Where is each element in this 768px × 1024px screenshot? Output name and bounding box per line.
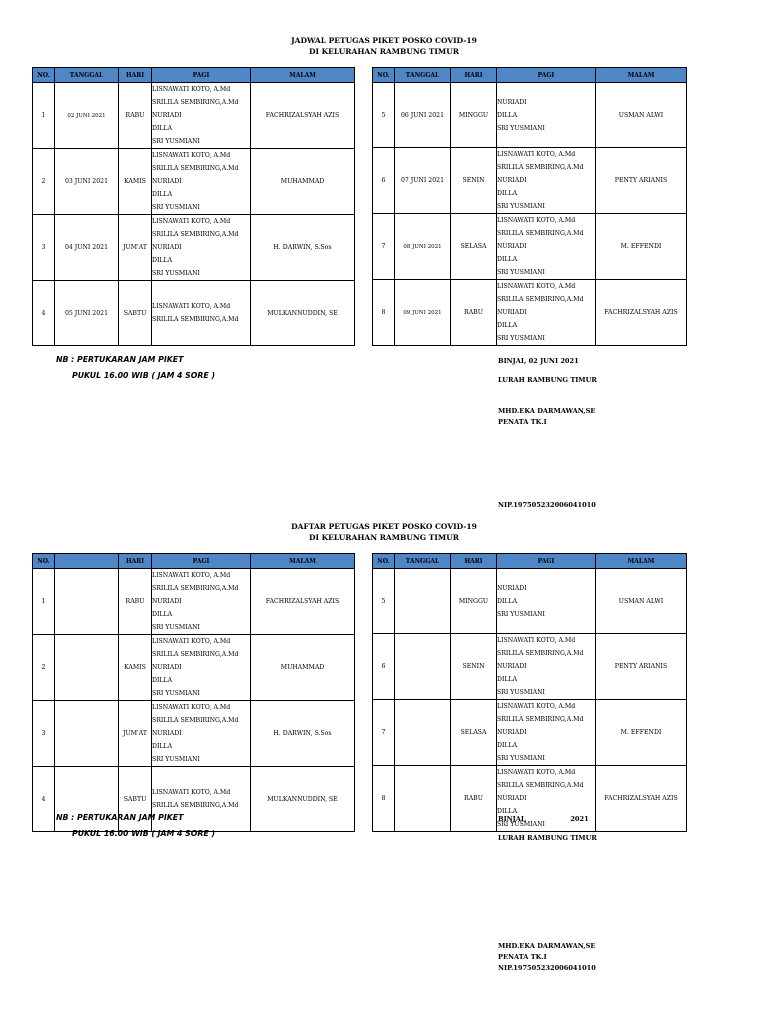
col-hari: HARI [119, 554, 152, 569]
pagi-officer: NURIADI [152, 244, 182, 251]
col-no: NO. [33, 554, 55, 569]
row-no: 7 [373, 700, 395, 766]
pagi-officer: SRI YUSMIANI [152, 690, 200, 697]
table-row [373, 700, 687, 766]
official-rank: PENATA TK.I [498, 953, 547, 961]
row-pagi [497, 83, 596, 148]
row-pagi [497, 280, 596, 346]
row-hari: RABU [119, 569, 152, 635]
row-no: 5 [373, 83, 395, 148]
col-hari: HARI [119, 68, 152, 83]
pagi-officer: SRI YUSMIANI [152, 204, 200, 211]
row-no: 4 [33, 281, 55, 346]
col-tanggal: TANGGAL [395, 554, 451, 569]
list-title: DAFTAR PETUGAS PIKET POSKO COVID-19 [291, 522, 477, 531]
row-pagi [152, 215, 251, 281]
col-hari: HARI [451, 554, 497, 569]
row-pagi [497, 148, 596, 214]
row-pagi [152, 83, 251, 149]
row-no: 2 [33, 149, 55, 215]
row-no: 1 [33, 83, 55, 149]
pagi-officer: DILLA [152, 611, 173, 618]
row-tanggal: 06 JUNI 2021 [395, 83, 451, 148]
pagi-officer: SRILILA SEMBIRING,A.Md [497, 296, 584, 303]
row-malam: FACHRIZALSYAH AZIS [251, 569, 355, 635]
col-malam: MALAM [251, 554, 355, 569]
pagi-officer: SRILILA SEMBIRING,A.Md [497, 164, 584, 171]
table-row [373, 569, 687, 634]
table-row [33, 281, 355, 346]
row-pagi [152, 569, 251, 635]
pagi-officer: LISNAWATI KOTO, A.Md [497, 283, 576, 290]
row-malam: M. EFFENDI [596, 214, 687, 280]
pagi-officer: DILLA [497, 597, 518, 605]
schedule-title: JADWAL PETUGAS PIKET POSKO COVID-19 [291, 36, 477, 45]
row-tanggal [55, 701, 119, 767]
row-malam: MULKANNUDDIN, SE [251, 281, 355, 346]
row-tanggal: 03 JUNI 2021 [55, 149, 119, 215]
row-hari: JUM'AT [119, 215, 152, 281]
row-malam: USMAN ALWI [596, 83, 687, 148]
pagi-officer: NURIADI [497, 795, 527, 802]
col-malam: MALAM [596, 68, 687, 83]
row-no: 3 [33, 701, 55, 767]
pagi-officer: NURIADI [152, 664, 182, 671]
note-line-1: NB : PERTUKARAN JAM PIKET [56, 355, 184, 364]
pagi-officer: SRI YUSMIANI [497, 821, 545, 828]
pagi-officer: SRI YUSMIANI [497, 755, 545, 762]
list-subtitle: DI KELURAHAN RAMBUNG TIMUR [309, 533, 459, 542]
row-tanggal [395, 700, 451, 766]
note-line-2: PUKUL 16.00 WIB ( JAM 4 SORE ) [72, 371, 216, 380]
pagi-officer: SRI YUSMIANI [152, 756, 200, 763]
row-tanggal [55, 569, 119, 635]
row-no: 6 [373, 148, 395, 214]
row-hari: JUM'AT [119, 701, 152, 767]
table-row [373, 214, 687, 280]
pagi-officer: NURIADI [152, 598, 182, 605]
row-malam: FACHRIZALSYAH AZIS [251, 83, 355, 149]
pagi-officer: LISNAWATI KOTO, A.Md [152, 152, 231, 159]
pagi-officer: SRILILA SEMBIRING,A.Md [497, 650, 584, 657]
note-line-1: NB : PERTUKARAN JAM PIKET [56, 813, 184, 822]
table-row [33, 215, 355, 281]
pagi-officer: DILLA [152, 125, 173, 132]
col-tanggal: TANGGAL [395, 68, 451, 83]
row-pagi [497, 634, 596, 700]
official-rank: PENATA TK.I [498, 418, 547, 426]
note-line-2: PUKUL 16.00 WIB ( JAM 4 SORE ) [72, 829, 216, 838]
schedule-table-left [32, 67, 355, 346]
pagi-officer: NURIADI [497, 177, 527, 184]
row-no: 6 [373, 634, 395, 700]
pagi-officer: SRI YUSMIANI [497, 203, 545, 210]
row-pagi [152, 701, 251, 767]
pagi-officer: LISNAWATI KOTO, A.Md [152, 638, 231, 645]
pagi-officer: NURIADI [152, 730, 182, 737]
table-row [33, 149, 355, 215]
pagi-officer: NURIADI [497, 98, 527, 106]
col-pagi: PAGI [152, 68, 251, 83]
pagi-officer: DILLA [497, 256, 518, 263]
row-tanggal: 02 JUNI 2021 [55, 83, 119, 149]
row-tanggal [55, 635, 119, 701]
row-malam: H. DARWIN, S.Sos [251, 701, 355, 767]
row-pagi [152, 281, 251, 346]
pagi-officer: SRI YUSMIANI [497, 689, 545, 696]
col-no: NO. [373, 68, 395, 83]
schedule-table-right [372, 67, 687, 346]
row-hari: KAMIS [119, 635, 152, 701]
row-no: 2 [33, 635, 55, 701]
lurah-title: LURAH RAMBUNG TIMUR [498, 834, 597, 842]
row-hari: MINGGU [451, 569, 497, 634]
pagi-officer: LISNAWATI KOTO, A.Md [152, 704, 231, 711]
row-malam: MUHAMMAD [251, 635, 355, 701]
row-malam: PENTY ARIANIS [596, 148, 687, 214]
pagi-officer: SRILILA SEMBIRING,A.Md [152, 585, 239, 592]
pagi-officer: LISNAWATI KOTO, A.Md [152, 572, 231, 579]
place-date: BINJAI, 02 JUNI 2021 [498, 357, 579, 365]
row-hari: SELASA [451, 214, 497, 280]
row-tanggal: 07 JUNI 2021 [395, 148, 451, 214]
table-row [373, 280, 687, 346]
row-hari: RABU [119, 83, 152, 149]
pagi-officer: NURIADI [497, 729, 527, 736]
pagi-officer: DILLA [497, 676, 518, 683]
table-row [33, 701, 355, 767]
row-tanggal [395, 766, 451, 832]
pagi-officer: DILLA [497, 742, 518, 749]
pagi-officer: SRILILA SEMBIRING,A.Md [152, 165, 239, 172]
row-tanggal: 04 JUNI 2021 [55, 215, 119, 281]
pagi-officer: LISNAWATI KOTO, A.Md [497, 769, 576, 776]
table-row [373, 83, 687, 148]
row-tanggal: 08 JUNI 2021 [395, 214, 451, 280]
pagi-officer: SRILILA SEMBIRING,A.Md [497, 782, 584, 789]
row-pagi [497, 700, 596, 766]
pagi-officer: SRI YUSMIANI [497, 124, 545, 132]
pagi-officer: NURIADI [497, 309, 527, 316]
pagi-officer: LISNAWATI KOTO, A.Md [497, 703, 576, 710]
col-tanggal-empty [55, 554, 119, 569]
pagi-officer: NURIADI [152, 178, 182, 185]
row-no: 4 [33, 767, 55, 832]
pagi-officer: SRI YUSMIANI [497, 269, 545, 276]
row-malam: USMAN ALWI [596, 569, 687, 634]
official-nip: NIP.197505232006041010 [498, 501, 596, 509]
lurah-title: LURAH RAMBUNG TIMUR [498, 376, 597, 384]
pagi-officer: NURIADI [497, 243, 527, 250]
row-pagi [152, 149, 251, 215]
pagi-officer: NURIADI [152, 112, 182, 119]
pagi-officer: LISNAWATI KOTO, A.Md [152, 303, 231, 310]
list-table-left [32, 553, 355, 832]
pagi-officer: LISNAWATI KOTO, A.Md [152, 86, 231, 93]
official-name: MHD.EKA DARMAWAN,SE [498, 407, 596, 415]
row-malam: MUHAMMAD [251, 149, 355, 215]
pagi-officer: SRI YUSMIANI [152, 138, 200, 145]
pagi-officer: NURIADI [497, 663, 527, 670]
official-name: MHD.EKA DARMAWAN,SE [498, 942, 596, 950]
table-row [33, 83, 355, 149]
pagi-officer: SRILILA SEMBIRING,A.Md [152, 802, 239, 809]
pagi-officer: SRI YUSMIANI [497, 335, 545, 342]
row-hari: KAMIS [119, 149, 152, 215]
pagi-officer: DILLA [497, 808, 518, 815]
row-hari: SENIN [451, 148, 497, 214]
row-tanggal: 09 JUNI 2021 [395, 280, 451, 346]
row-pagi [152, 635, 251, 701]
signature-block [498, 356, 597, 511]
row-malam: M. EFFENDI [596, 700, 687, 766]
row-malam: FACHRIZALSYAH AZIS [596, 766, 687, 832]
table-row [373, 634, 687, 700]
col-pagi: PAGI [497, 554, 596, 569]
row-tanggal [395, 634, 451, 700]
row-no: 5 [373, 569, 395, 634]
pagi-officer: LISNAWATI KOTO, A.Md [152, 218, 231, 225]
pagi-officer: LISNAWATI KOTO, A.Md [497, 217, 576, 224]
pagi-officer: DILLA [152, 257, 173, 264]
pagi-officer: DILLA [152, 191, 173, 198]
col-pagi: PAGI [152, 554, 251, 569]
row-malam: PENTY ARIANIS [596, 634, 687, 700]
row-tanggal [395, 569, 451, 634]
pagi-officer: DILLA [497, 190, 518, 197]
pagi-officer: SRILILA SEMBIRING,A.Md [152, 231, 239, 238]
row-hari: SABTU [119, 281, 152, 346]
list-table-right [372, 553, 687, 832]
table-row [33, 635, 355, 701]
place-date [498, 814, 597, 825]
row-malam: MULKANNUDDIN, SE [251, 767, 355, 832]
row-hari: SABTU [119, 767, 152, 832]
pagi-officer: DILLA [152, 677, 173, 684]
pagi-officer: NURIADI [497, 584, 527, 592]
signature-block [498, 814, 597, 974]
official-nip: NIP.197505232006041010 [498, 964, 596, 972]
row-no: 8 [373, 280, 395, 346]
col-malam: MALAM [251, 68, 355, 83]
pagi-officer: SRI YUSMIANI [152, 624, 200, 631]
row-no: 3 [33, 215, 55, 281]
row-hari: MINGGU [451, 83, 497, 148]
row-tanggal: 05 JUNI 2021 [55, 281, 119, 346]
row-hari: RABU [451, 766, 497, 832]
col-no: NO. [373, 554, 395, 569]
pagi-officer: SRI YUSMIANI [497, 610, 545, 618]
col-tanggal: TANGGAL [55, 68, 119, 83]
pagi-officer: SRILILA SEMBIRING,A.Md [497, 230, 584, 237]
pagi-officer: DILLA [152, 743, 173, 750]
row-malam: FACHRIZALSYAH AZIS [596, 280, 687, 346]
pagi-officer: SRILILA SEMBIRING,A.Md [152, 99, 239, 106]
schedule-subtitle: DI KELURAHAN RAMBUNG TIMUR [309, 47, 459, 56]
row-hari: SELASA [451, 700, 497, 766]
row-malam: H. DARWIN, S.Sos [251, 215, 355, 281]
row-hari: RABU [451, 280, 497, 346]
col-hari: HARI [451, 68, 497, 83]
pagi-officer: SRILILA SEMBIRING,A.Md [152, 651, 239, 658]
pagi-officer: SRILILA SEMBIRING,A.Md [497, 716, 584, 723]
pagi-officer: LISNAWATI KOTO, A.Md [152, 789, 231, 796]
table-row [373, 148, 687, 214]
col-malam: MALAM [596, 554, 687, 569]
row-no: 1 [33, 569, 55, 635]
pagi-officer: LISNAWATI KOTO, A.Md [497, 151, 576, 158]
pagi-officer: SRI YUSMIANI [152, 270, 200, 277]
pagi-officer: DILLA [497, 322, 518, 329]
row-hari: SENIN [451, 634, 497, 700]
row-no: 8 [373, 766, 395, 832]
table-row [33, 569, 355, 635]
row-pagi [497, 569, 596, 634]
col-no: NO. [33, 68, 55, 83]
pagi-officer: DILLA [497, 111, 518, 119]
row-no: 7 [373, 214, 395, 280]
pagi-officer: SRILILA SEMBIRING,A.Md [152, 717, 239, 724]
place: BINJAI, [498, 815, 527, 823]
row-pagi [497, 214, 596, 280]
year: 2021 [570, 815, 589, 823]
pagi-officer: LISNAWATI KOTO, A.Md [497, 637, 576, 644]
pagi-officer: SRILILA SEMBIRING,A.Md [152, 316, 239, 323]
col-pagi: PAGI [497, 68, 596, 83]
